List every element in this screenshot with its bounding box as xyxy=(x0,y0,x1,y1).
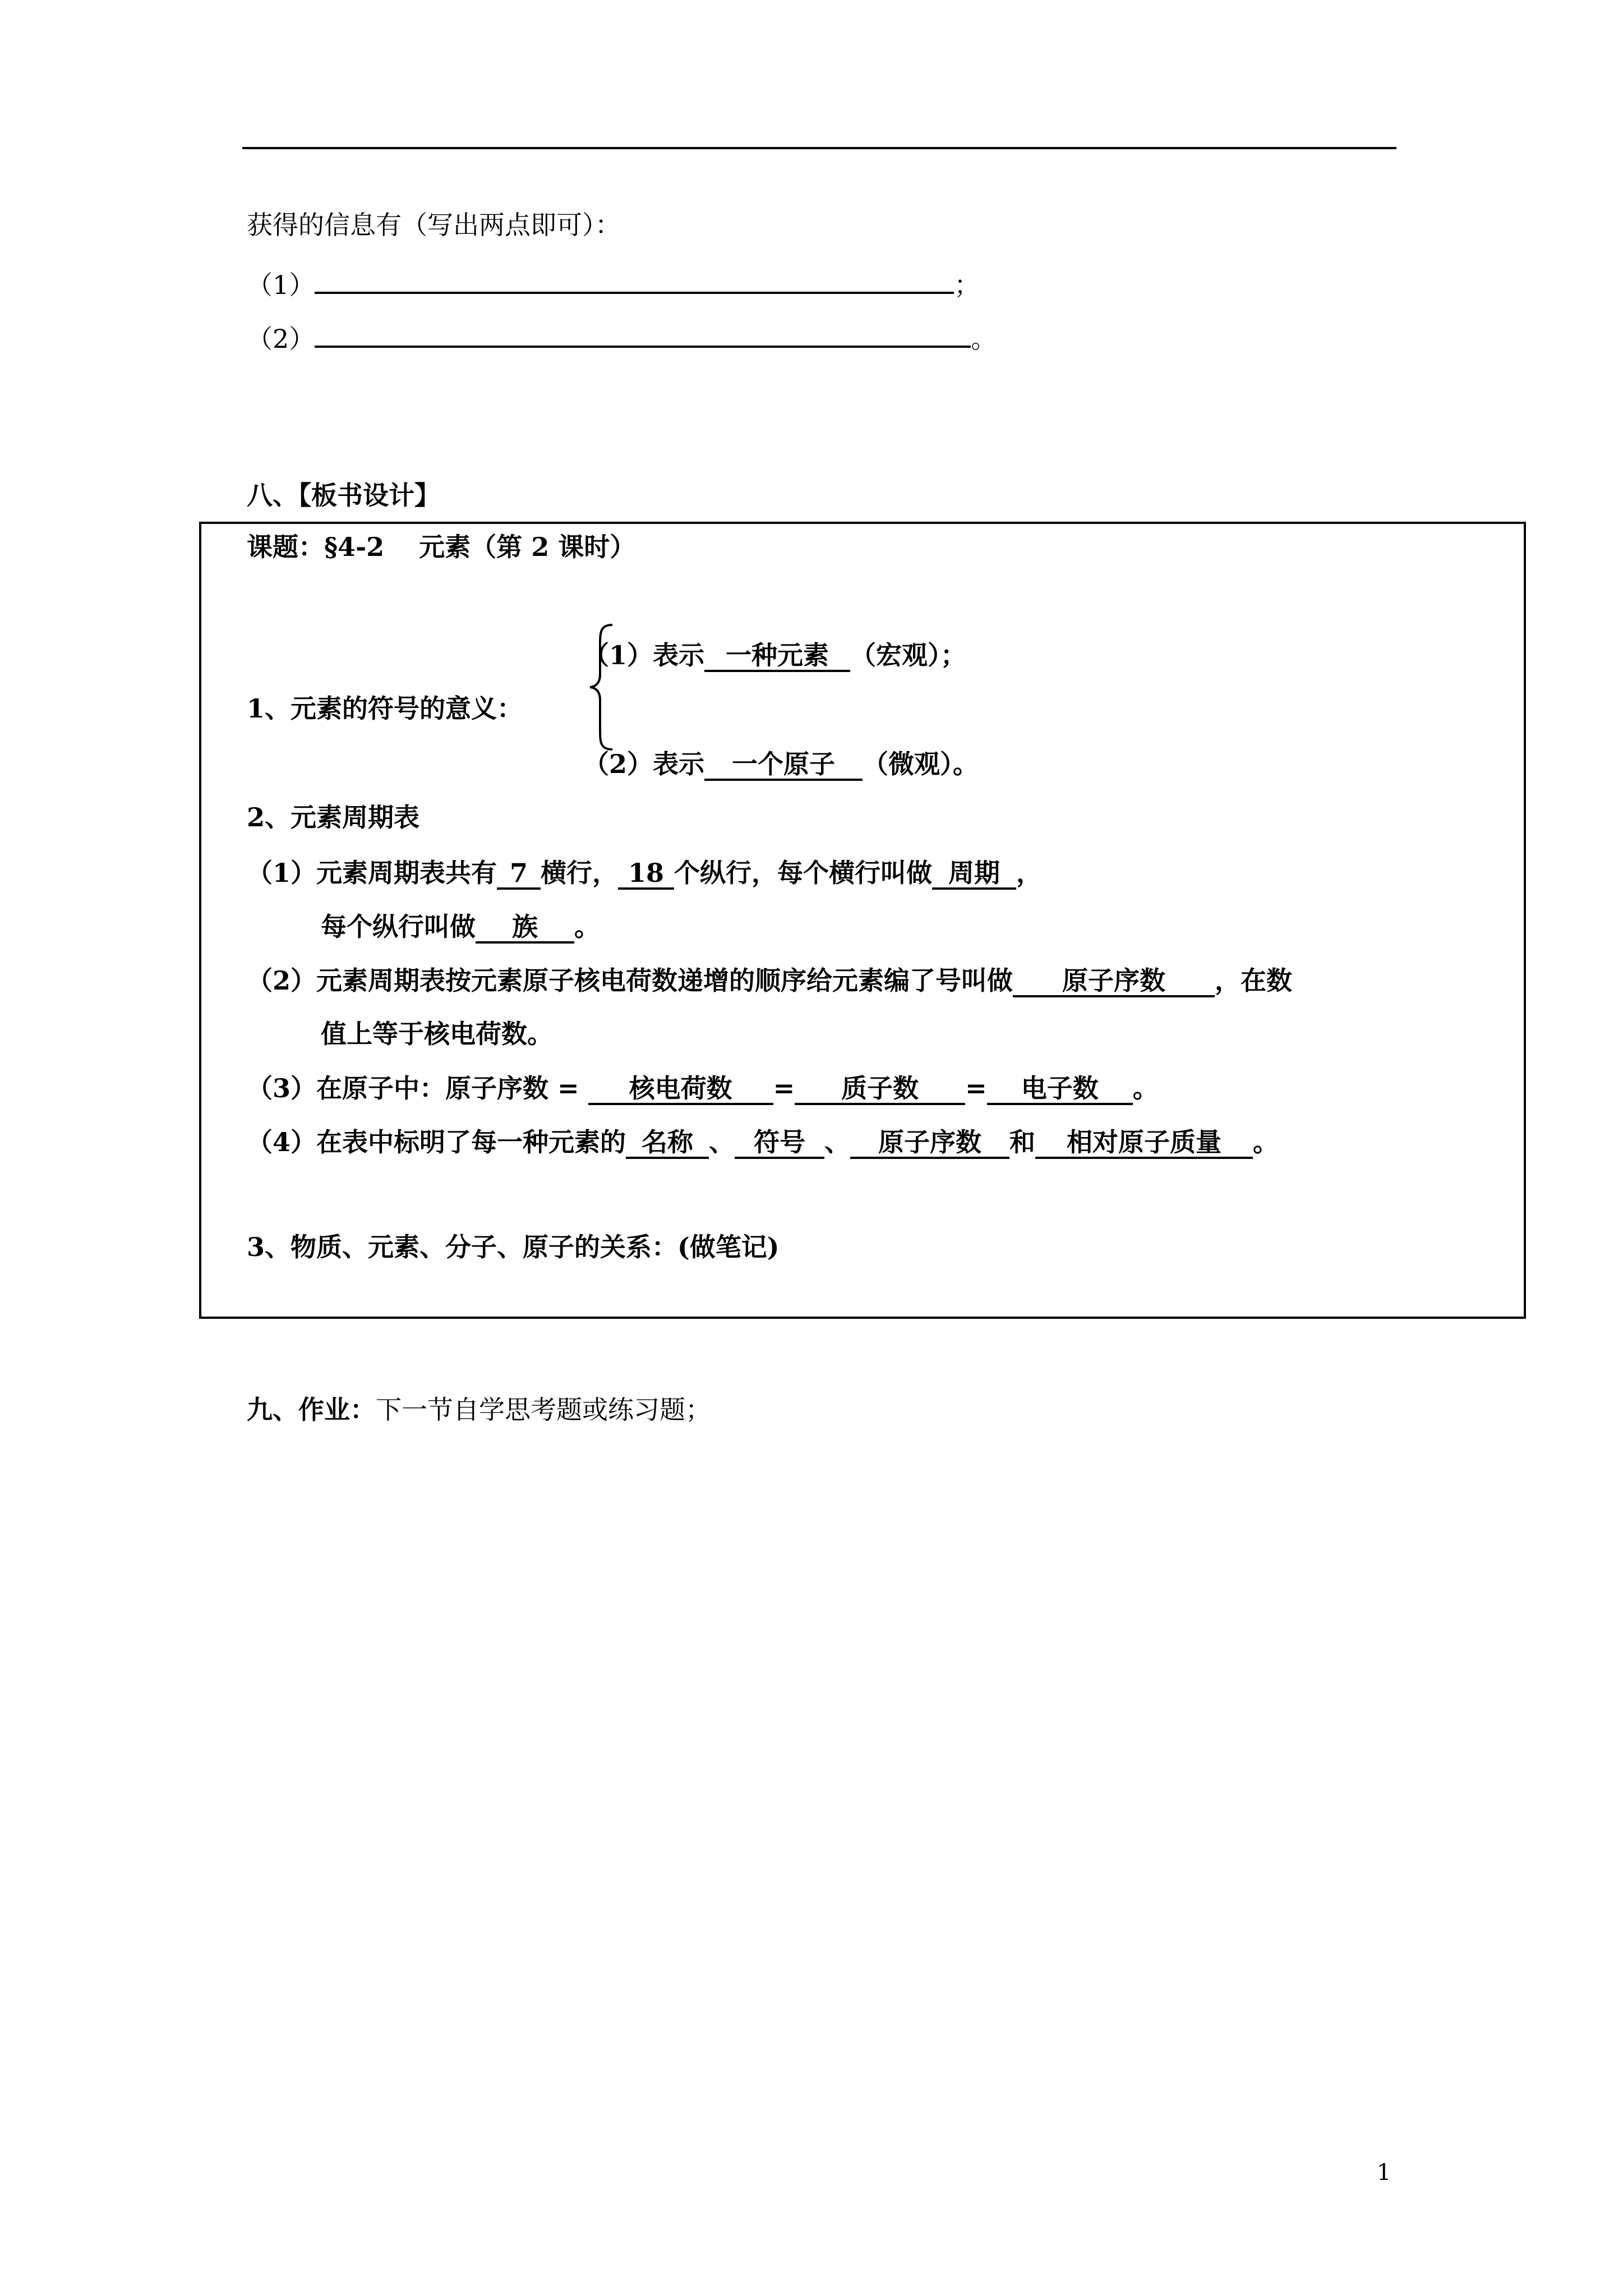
periodic-line-4-end: 。 xyxy=(1253,1127,1279,1157)
fill-electron-number: 电子数 xyxy=(987,1075,1133,1105)
periodic-line-3-end: 。 xyxy=(1132,1073,1159,1103)
lesson-topic: 课题：§4-2 元素（第 2 课时） xyxy=(247,532,636,562)
answer-1-prefix: （1） xyxy=(247,270,315,300)
periodic-line-2-text-a: （2）元素周期表按元素原子核电荷数递增的顺序给元素编了号叫做 xyxy=(247,965,1013,996)
answer-2-prefix: （2） xyxy=(247,324,315,354)
answer-1-blank[interactable] xyxy=(315,267,954,294)
symbol-meaning-a xyxy=(583,642,966,672)
symbol-meaning-b-prefix: （2）表示 xyxy=(583,749,705,779)
equals-sign-1: = xyxy=(773,1073,795,1103)
relationship-line: 3、物质、元素、分子、原子的关系：(做笔记) xyxy=(247,1232,780,1262)
fill-nuclear-charge: 核电荷数 xyxy=(588,1075,773,1105)
periodic-line-4-text-a: （4）在表中标明了每一种元素的 xyxy=(247,1127,626,1157)
periodic-table-heading: 2、元素周期表 xyxy=(247,802,420,832)
periodic-line-1-cont xyxy=(321,913,600,944)
and-word: 和 xyxy=(1009,1127,1036,1157)
periodic-line-4 xyxy=(247,1129,1279,1159)
periodic-line-2-cont: 值上等于核电荷数。 xyxy=(321,1019,553,1049)
symbol-meaning-a-prefix: （1）表示 xyxy=(583,640,705,670)
fill-relative-atomic-mass: 相对原子质量 xyxy=(1035,1129,1253,1159)
fill-period: 周期 xyxy=(932,859,1016,890)
fill-one-element: 一种元素 xyxy=(704,642,850,672)
symbol-meaning-label: 1、元素的符号的意义： xyxy=(247,693,523,724)
symbol-meaning-b xyxy=(583,751,979,781)
fill-one-atom: 一个原子 xyxy=(704,751,863,781)
answer-2-blank[interactable] xyxy=(315,321,971,348)
periodic-line-1-text-e: 每个纵行叫做 xyxy=(321,912,476,942)
section-8-heading: 八、【板书设计】 xyxy=(247,480,440,510)
info-prompt xyxy=(247,212,621,238)
answer-line-1 xyxy=(247,267,980,298)
header-rule xyxy=(242,147,1396,149)
fill-proton-number: 质子数 xyxy=(795,1075,965,1105)
separator-1: 、 xyxy=(709,1127,735,1157)
fill-symbol: 符号 xyxy=(735,1129,824,1159)
fill-atomic-number: 原子序数 xyxy=(1013,967,1215,997)
fill-columns-count: 18 xyxy=(618,859,674,890)
info-prompt-label: 获得的信息有（写出两点即可）： xyxy=(247,210,621,240)
answer-1-end: ； xyxy=(954,270,980,300)
periodic-line-1-text-c: 个纵行，每个横行叫做 xyxy=(674,858,933,888)
periodic-line-3 xyxy=(247,1075,1159,1105)
page-number: 1 xyxy=(1377,2160,1391,2185)
periodic-line-1-text-b: 横行， xyxy=(541,858,619,888)
periodic-line-1-text-d: ， xyxy=(1016,858,1043,888)
section-9-heading: 九、作业： xyxy=(247,1395,376,1425)
fill-rows-count: 7 xyxy=(497,859,541,890)
periodic-line-1 xyxy=(247,859,1042,890)
spacer xyxy=(579,1073,588,1103)
periodic-line-1-text-a: （1）元素周期表共有 xyxy=(247,858,497,888)
symbol-meaning-b-suffix: （微观）。 xyxy=(863,749,979,779)
homework-line xyxy=(247,1397,711,1423)
separator-2: 、 xyxy=(824,1127,851,1157)
periodic-line-2 xyxy=(247,967,1292,997)
fill-name: 名称 xyxy=(626,1129,709,1159)
periodic-line-3-text-a: （3）在原子中：原子序数 = xyxy=(247,1073,579,1103)
fill-group: 族 xyxy=(476,913,574,944)
periodic-line-1-end: 。 xyxy=(574,912,600,942)
answer-2-end: 。 xyxy=(971,324,997,354)
fill-atomic-number-2: 原子序数 xyxy=(850,1129,1009,1159)
answer-line-2 xyxy=(247,321,997,352)
equals-sign-2: = xyxy=(965,1073,987,1103)
symbol-meaning-a-suffix: （宏观）； xyxy=(850,640,967,670)
homework-text: 下一节自学思考题或练习题； xyxy=(376,1395,711,1425)
periodic-line-2-text-b: ，在数 xyxy=(1215,965,1293,996)
